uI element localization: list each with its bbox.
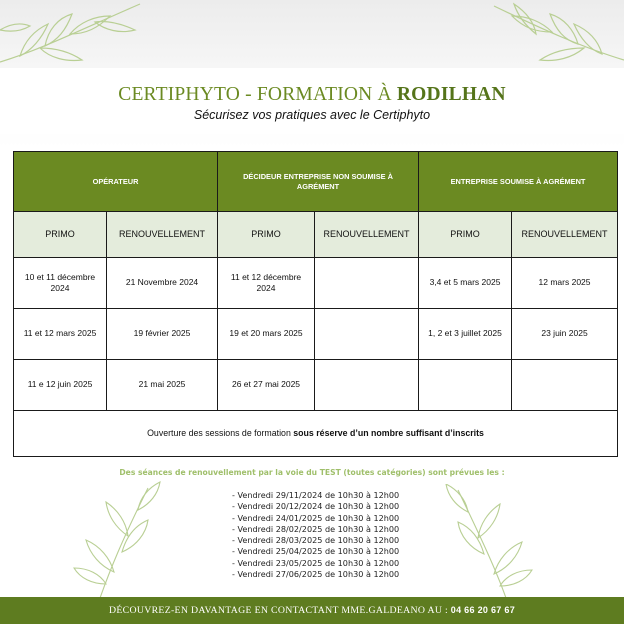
list-item: - Vendredi 29/11/2024 de 10h30 à 12h00 [232,490,400,500]
subheader-cell: RENOUVELLEMENT [512,212,618,258]
renewal-note: Des séances de renouvellement par la voie du TEST (toutes catégories) sont prévues les : [119,468,505,477]
table-cell: 26 et 27 mai 2025 [218,360,315,411]
table-subheader-row [14,212,618,258]
subheader-cell: RENOUVELLEMENT [107,212,218,258]
group-header-decideur: DÉCIDEUR ENTREPRISE NON SOUMISE À AGRÉMENT [218,152,419,212]
leaf-branch-icon [428,484,538,598]
contact-footer: DÉCOUVREZ-EN DAVANTAGE EN CONTACTANT MME.GALDEANO AU : 04 66 20 67 67 [0,597,624,624]
subheader-cell: PRIMO [419,212,512,258]
table-cell: 1, 2 et 3 juillet 2025 [419,309,512,360]
title-place: RODILHAN [396,84,506,105]
table-footer-bold: sous réserve d’un nombre suffisant d’inscrits [293,427,484,438]
table-row [14,258,618,309]
table-cell: 19 février 2025 [107,309,218,360]
list-item: - Vendredi 28/02/2025 de 10h30 à 12h00 [232,523,400,534]
table-cell [419,360,512,411]
table-cell: 19 et 20 mars 2025 [218,309,315,360]
list-item: - Vendredi 24/01/2025 de 10h30 à 12h00 [232,512,400,523]
group-header-operateur: OPÉRATEUR [14,152,218,212]
group-header-entreprise: ENTREPRISE SOUMISE À AGRÉMENT [419,152,618,212]
page-title: CERTIPHYTO - FORMATION À RODILHAN [118,84,506,105]
table-cell [315,309,419,360]
table-row [14,360,618,411]
table-cell [512,360,618,411]
table-cell [315,360,419,411]
table-cell: 23 juin 2025 [512,309,618,360]
table-cell: 11 et 12 décembre 2024 [218,258,315,309]
schedule-table [13,151,618,457]
subheader-cell: RENOUVELLEMENT [315,212,419,258]
table-cell: 11 e 12 juin 2025 [14,360,107,411]
list-item: - Vendredi 28/03/2025 de 10h30 à 12h00 [232,535,400,546]
table-footer-row [14,411,618,457]
table-cell: 11 et 12 mars 2025 [14,309,107,360]
table-cell: 21 Novembre 2024 [107,258,218,309]
table-cell: 3,4 et 5 mars 2025 [419,258,512,309]
page-subtitle: Sécurisez vos pratiques avec le Certiphyto [193,108,431,122]
contact-phone[interactable]: 04 66 20 67 67 [450,605,516,615]
list-item: - Vendredi 20/12/2024 de 10h30 à 12h00 [232,501,400,512]
table-cell: 21 mai 2025 [107,360,218,411]
table-row [14,309,618,360]
list-item: - Vendredi 25/04/2025 de 10h30 à 12h00 [232,546,400,557]
table-footer-cell: Ouverture des sessions de formation sous réserve d’un nombre suffisant d’inscrits [14,411,618,457]
leaf-branch-icon [70,480,180,598]
table-cell [315,258,419,309]
list-item: - Vendredi 27/06/2025 de 10h30 à 12h00 [232,569,400,580]
subheader-cell: PRIMO [14,212,107,258]
list-item: - Vendredi 23/05/2025 de 10h30 à 12h00 [232,557,400,568]
renewal-date-list [232,490,432,580]
table-cell: 12 mars 2025 [512,258,618,309]
table-cell: 10 et 11 décembre 2024 [14,258,107,309]
table-group-header-row [14,152,618,212]
subheader-cell: PRIMO [218,212,315,258]
